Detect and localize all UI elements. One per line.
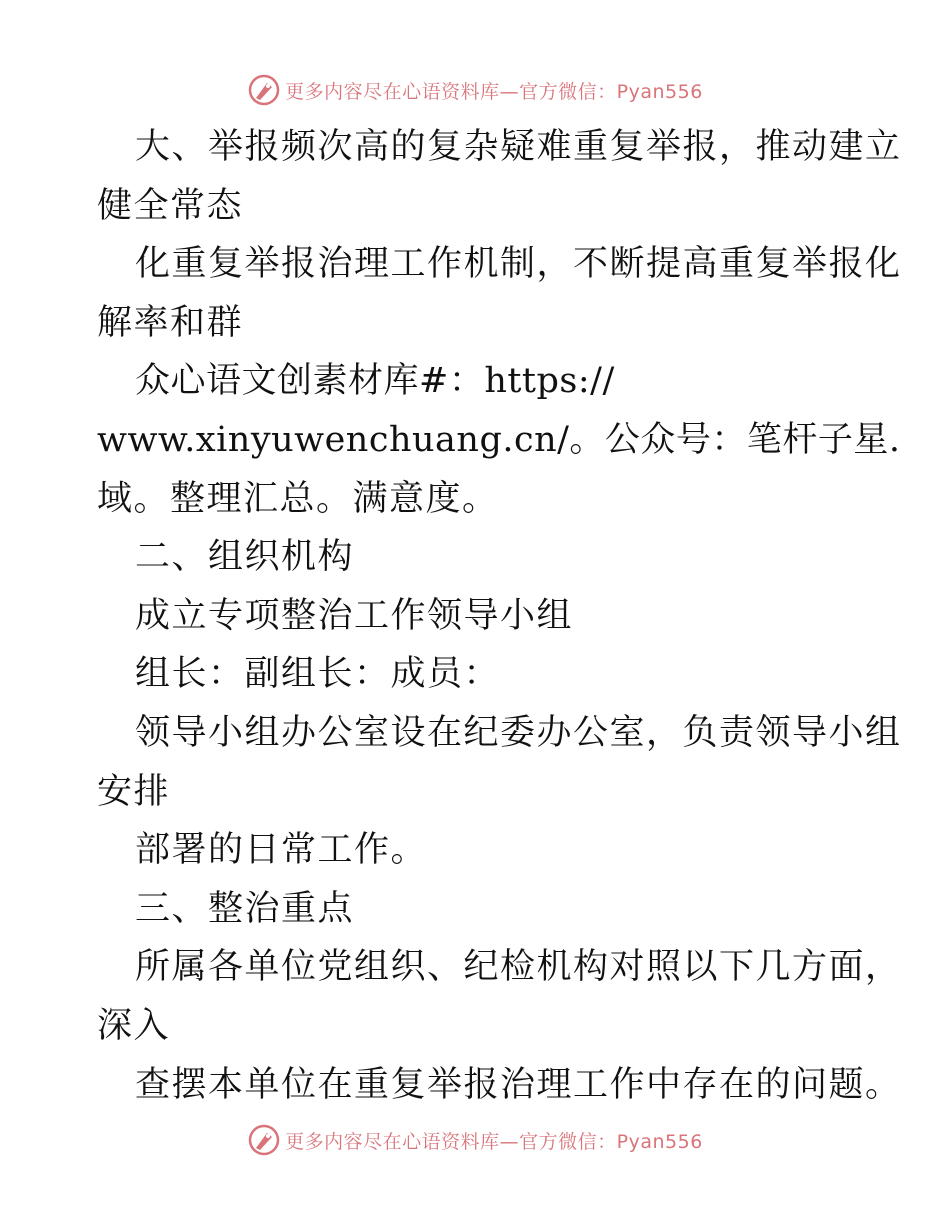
- pen-nib-logo-icon: [247, 1123, 281, 1157]
- footer-watermark: [0, 1122, 950, 1158]
- paragraph-line: 健全常态: [97, 185, 244, 226]
- watermark-text: 更多内容尽在心语资料库—官方微信：Pyan556: [285, 1130, 703, 1153]
- paragraph-line: 组长：副组长：成员：: [135, 654, 501, 695]
- header-watermark: [0, 72, 950, 108]
- paragraph-line: www.xinyuwenchuang.cn/。公众号：笔杆子星.: [97, 419, 901, 460]
- section-heading: 三、整治重点: [135, 888, 355, 929]
- paragraph-line: 深入: [97, 1005, 171, 1046]
- paragraph-line: 查摆本单位在重复举报治理工作中存在的问题。: [135, 1064, 902, 1105]
- section-heading: 二、组织机构: [135, 537, 355, 578]
- watermark-text: 更多内容尽在心语资料库—官方微信：Pyan556: [285, 80, 703, 103]
- paragraph-line: 领导小组办公室设在纪委办公室，负责领导小组: [135, 712, 902, 753]
- paragraph-line: 化重复举报治理工作机制，不断提高重复举报化: [135, 244, 902, 285]
- paragraph-line: 众心语文创素材库#：https://: [135, 361, 615, 402]
- paragraph-line: 成立专项整治工作领导小组: [135, 595, 574, 636]
- paragraph-line: 部署的日常工作。: [135, 830, 428, 871]
- document-body: [97, 118, 902, 1114]
- paragraph-line: 所属各单位党组织、纪检机构对照以下几方面，: [135, 947, 902, 988]
- paragraph-line: 域。整理汇总。满意度。: [97, 478, 499, 519]
- paragraph-line: 解率和群: [97, 302, 244, 343]
- pen-nib-logo-icon: [247, 73, 281, 107]
- paragraph-line: 安排: [97, 771, 171, 812]
- paragraph-line: 大、举报频次高的复杂疑难重复举报，推动建立: [135, 127, 902, 167]
